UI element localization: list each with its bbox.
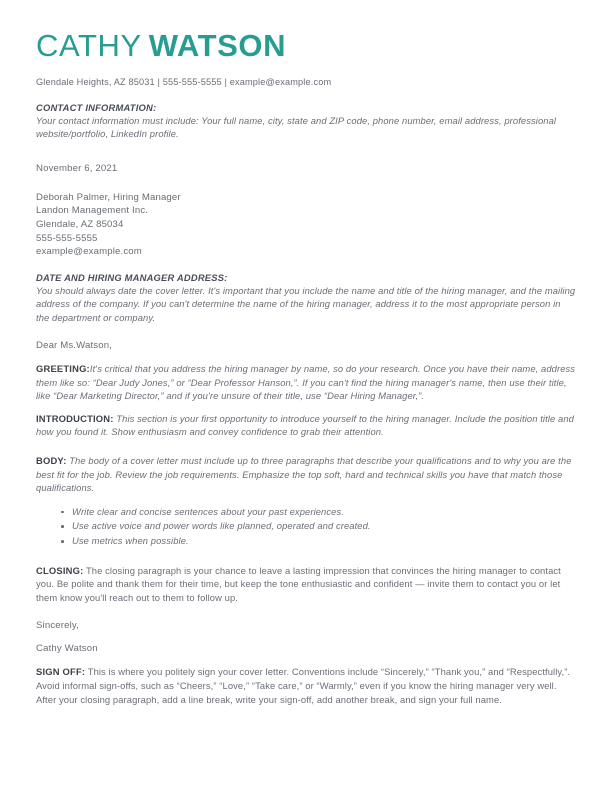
header-contact-line: Glendale Heights, AZ 85031 | 555-555-5555 | example@example.com: [36, 77, 332, 87]
introduction-tip-label: INTRODUCTION:: [36, 412, 114, 424]
recipient-line: Glendale, AZ 85034: [36, 219, 124, 230]
body-tip-body: The body of a cover letter must include up to three paragraphs that describe your qualifications and to why you are the best fit for the job. Review the job requirements. Emphasize the top soft, hard and technical skills you have that match those qualifications.: [36, 454, 572, 494]
spacer: [36, 656, 576, 665]
sign-off-tip: [36, 665, 576, 706]
spacer: [36, 176, 576, 191]
contact-information-tip: [36, 101, 576, 141]
first-name: CATHY: [36, 28, 142, 63]
salutation: Dear Ms.Watson,: [36, 340, 112, 351]
spacer: [36, 633, 576, 642]
date-address-body: You should always date the cover letter. It's important that you include the name and title of the hiring manager, and the mailing address of the company. If you can't determine the name of the hiring manager, address it to the most appropriate person in the department or company.: [36, 284, 576, 323]
spacer: [36, 353, 576, 362]
letter-date: November 6, 2021: [36, 162, 118, 174]
spacer: [36, 549, 576, 564]
recipient-line: Landon Management Inc.: [36, 205, 149, 217]
closing-tip: [36, 564, 576, 605]
spacer: [36, 403, 576, 412]
sign-off-tip-body: This is where you politely sign your cover letter. Conventions include “Sincerely,” “Thank you,” and “Respectfully,”. Avoid informal sign-offs, such as “Cheers,” “Love,” “Take care,” or “Warmly,” even if you know the hiring manager very well. After your closing paragraph, add a line break, write your sign-off, add another break, and sign your full name.: [36, 666, 571, 705]
spacer: [36, 439, 576, 454]
recipient-address-block: [36, 191, 576, 259]
greeting-tip: [36, 362, 576, 403]
introduction-tip: [36, 412, 576, 439]
spacer: [36, 324, 576, 339]
date-address-heading: DATE AND HIRING MANAGER ADDRESS:: [36, 271, 228, 283]
greeting-tip-body: It's critical that you address the hiring manager by name, so do your research. Once you have their name, address them like so: “Dear Judy Jones,” or “Dear Professor Hanson,”. If you can't find the hiring manager's name, then use their title, like “Dear Marketing Director,” and if you're unsure of their title, use “Dear Hiring Manager,”.: [36, 363, 576, 402]
recipient-line: Deborah Palmer, Hiring Manager: [36, 191, 181, 203]
closing-tip-label: CLOSING:: [36, 564, 84, 576]
recipient-line: example@example.com: [36, 246, 142, 258]
recipient-line: 555-555-5555: [36, 232, 98, 244]
introduction-tip-body: This section is your first opportunity to introduce yourself to the hiring manager. Include the position title and how you found it. Show enthusiasm and convey confidence to grab their attention.: [36, 412, 574, 438]
contact-information-body: Your contact information must include: Your full name, city, state and ZIP code, phone number, email address, professional website/portfolio, LinkedIn profile.: [36, 115, 557, 140]
body-tip: [36, 454, 576, 495]
closing-tip-body: The closing paragraph is your chance to leave a lasting impression that convinces the hiring manager to contact you. Be polite and thank them for their time, but keep the tone enthusiastic and confident — invite them to contact you or let them know you'll reach out to them to follow up.: [36, 564, 561, 603]
list-item: Use metrics when possible.: [72, 534, 576, 549]
list-item: Use active voice and power words like planned, operated and created.: [72, 519, 576, 534]
list-item: Write clear and concise sentences about your past experiences.: [72, 505, 576, 520]
body-tip-label: BODY:: [36, 454, 67, 466]
closing-word: Sincerely,: [36, 620, 79, 632]
spacer: [36, 604, 576, 619]
spacer: [36, 141, 576, 162]
body-tip-bullet-list: [36, 505, 576, 549]
last-name: WATSON: [148, 28, 287, 63]
signature-name: Cathy Watson: [36, 643, 98, 655]
sign-off-tip-label: SIGN OFF:: [36, 666, 86, 678]
page-title: [36, 26, 576, 64]
greeting-tip-label: GREETING:: [36, 363, 90, 374]
contact-information-heading: CONTACT INFORMATION:: [36, 102, 157, 113]
date-address-tip: [36, 271, 576, 324]
